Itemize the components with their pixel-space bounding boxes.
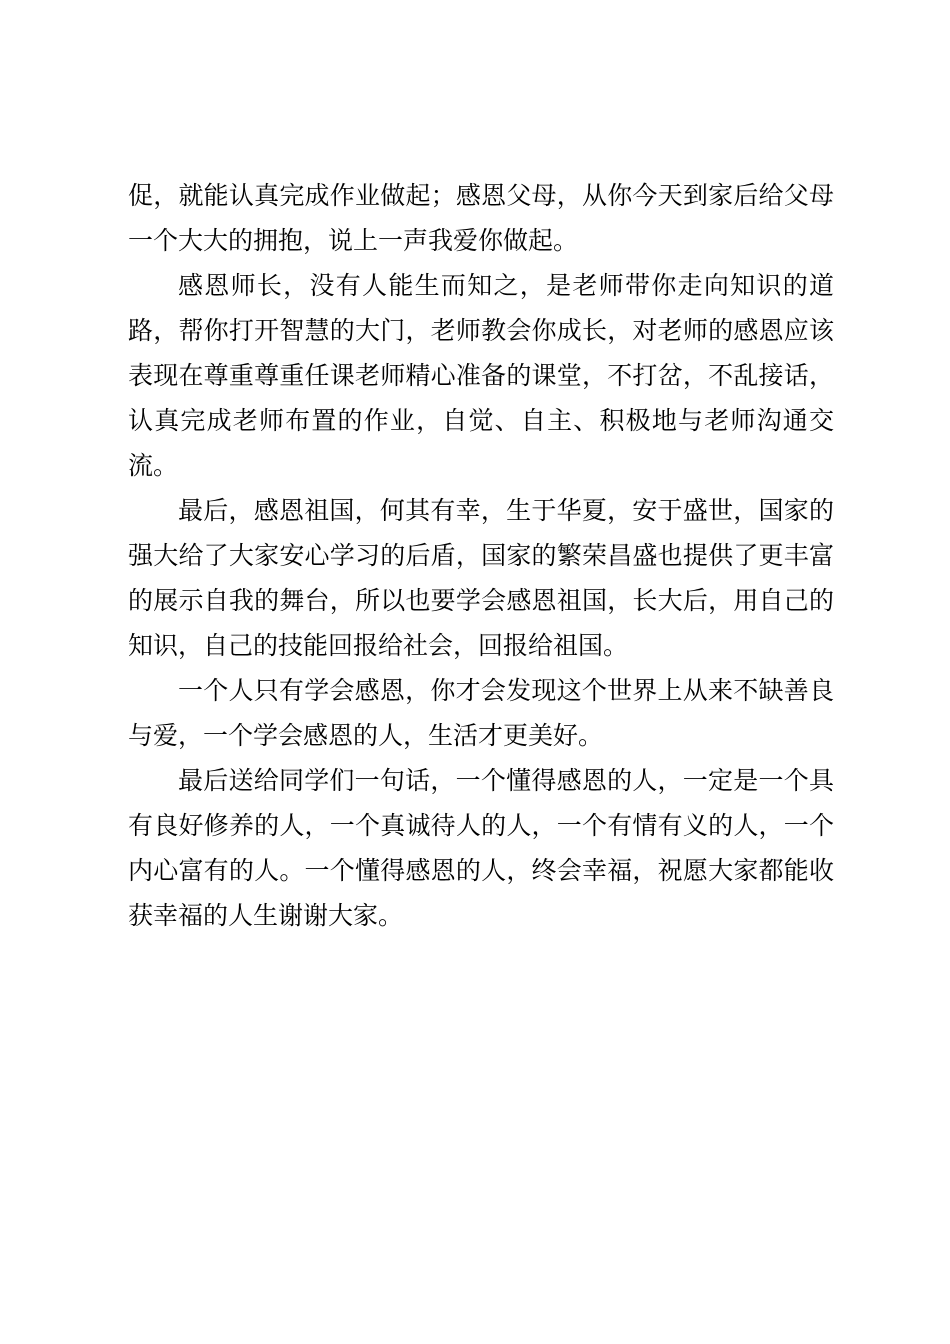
paragraph-learn-gratitude: 一个人只有学会感恩，你才会发现这个世界上从来不缺善良与爱，一个学会感恩的人，生活才更美好。 <box>128 676 834 750</box>
paragraph-continuation: 促，就能认真完成作业做起；感恩父母，从你今天到家后给父母一个大大的拥抱，说上一声我爱你做起。 <box>128 181 834 255</box>
paragraph-thank-teachers: 感恩师长，没有人能生而知之，是老师带你走向知识的道路，帮你打开智慧的大门，老师教会你成长，对老师的感恩应该表现在尊重尊重任课老师精心准备的课堂，不打岔，不乱接话，认真完成老师布置的作业，自觉、自主、积极地与老师沟通交流。 <box>128 271 834 480</box>
paragraph-closing-words: 最后送给同学们一句话，一个懂得感恩的人，一定是一个具有良好修养的人，一个真诚待人的人，一个有情有义的人，一个内心富有的人。一个懂得感恩的人，终会幸福，祝愿大家都能收获幸福的人生谢谢大家。 <box>128 766 834 930</box>
document-body <box>128 173 834 938</box>
paragraph-thank-motherland: 最后，感恩祖国，何其有幸，生于华夏，安于盛世，国家的强大给了大家安心学习的后盾，国家的繁荣昌盛也提供了更丰富的展示自我的舞台，所以也要学会感恩祖国，长大后，用自己的知识，自己的技能回报给社会，回报给祖国。 <box>128 496 834 660</box>
